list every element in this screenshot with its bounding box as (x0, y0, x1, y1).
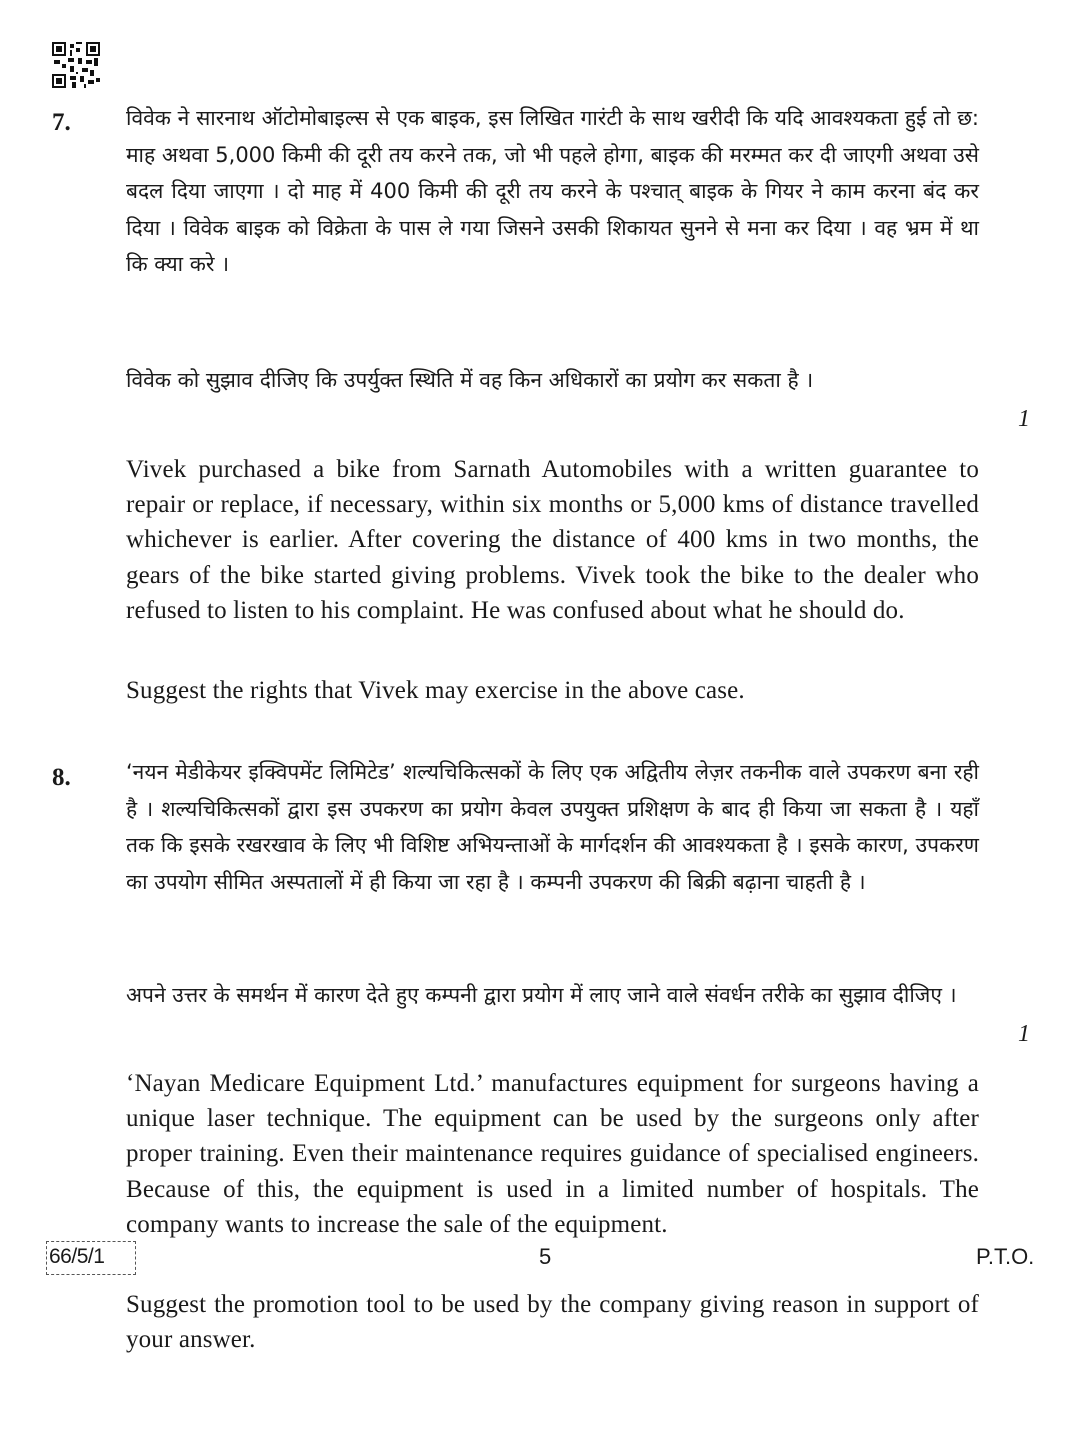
q8-hindi-question-text: अपने उत्तर के समर्थन में कारण देते हुए कम्पनी द्वारा प्रयोग में लाए जाने वाले संवर्धन तरीके का सुझाव दीजिए । (126, 983, 957, 1007)
page-number: 5 (539, 1244, 552, 1269)
q7-hindi-question-text: विवेक को सुझाव दीजिए कि उपर्युक्त स्थिति में वह किन अधिकारों का प्रयोग कर सकता है । (126, 368, 814, 392)
question-8-hindi-question (126, 977, 979, 1014)
question-7-english-question (126, 673, 979, 708)
q8-english-question-text: Suggest the promotion tool to be used by the company giving reason in support of your answer. (126, 1291, 979, 1354)
question-7-number: 7. (52, 109, 71, 136)
question-8-number: 8. (52, 764, 71, 791)
q8-hindi-paragraph: ‘नयन मेडीकेयर इक्विपमेंट लिमिटेड’ शल्यचिकित्सकों के लिए एक अद्वितीय लेज़र तकनीक वाले उपकरण बना रही है । शल्यचिकित्सकों द्वारा इस उपकरण का प्रयोग केवल उपयुक्त प्रशिक्षण के बाद ही किया जा सकता है । यहाँ तक कि इसके रखरखाव के लिए भी विशिष्ट अभियन्ताओं के मार्गदर्शन की आवश्यकता है । इसके कारण, उपकरण का उपयोग सीमित अस्पतालों में ही किया जा रहा है । कम्पनी उपकरण की बिक्री बढ़ाना चाहती है । (126, 760, 979, 894)
question-7-hindi-question (126, 362, 979, 399)
paper-code-box (46, 1241, 136, 1275)
pto-label: P.T.O. (976, 1244, 1035, 1269)
q7-english-paragraph: Vivek purchased a bike from Sarnath Automobiles with a written guarantee to repair or replace, if necessary, within six months or 5,000 kms of distance travelled whichever is earlier. After covering the distance of 400 kms in two months, the gears of the bike started giving problems. Vivek took the bike to the dealer who refused to listen to his complaint. He was confused about what he should do. (126, 456, 979, 624)
q8-marks: 1 (1018, 1021, 1030, 1047)
question-8-english-question (126, 1287, 979, 1357)
question-8-english-passage (126, 1066, 979, 1242)
question-7-english-passage (126, 452, 979, 628)
q8-english-paragraph: ‘Nayan Medicare Equipment Ltd.’ manufactures equipment for surgeons having a unique laser technique. The equipment can be used by the surgeons only after proper training. Even their maintenance requires guidance of specialised engineers. Because of this, the equipment is used in a limited number of hospitals. The company wants to increase the sale of the equipment. (126, 1070, 979, 1238)
question-7-hindi-passage (126, 100, 979, 283)
q7-hindi-paragraph: विवेक ने सारनाथ ऑटोमोबाइल्स से एक बाइक, इस लिखित गारंटी के साथ खरीदी कि यदि आवश्यकता हुई तो छ: माह अथवा 5,000 किमी की दूरी तय करने तक, जो भी पहले होगा, बाइक की मरम्मत कर दी जाएगी अथवा उसे बदल दिया जाएगा । दो माह में 400 किमी की दूरी तय करने के पश्चात् बाइक के गियर ने काम करना बंद कर दिया । विवेक बाइक को विक्रेता के पास ले गया जिसने उसकी शिकायत सुनने से मना कर दिया । वह भ्रम में था कि क्या करे । (126, 106, 979, 277)
qr-code-icon (52, 42, 100, 88)
q7-marks: 1 (1018, 406, 1030, 432)
q7-english-question-text: Suggest the rights that Vivek may exercise in the above case. (126, 677, 745, 704)
paper-code: 66/5/1 (49, 1245, 105, 1268)
question-8-hindi-passage (126, 754, 979, 900)
